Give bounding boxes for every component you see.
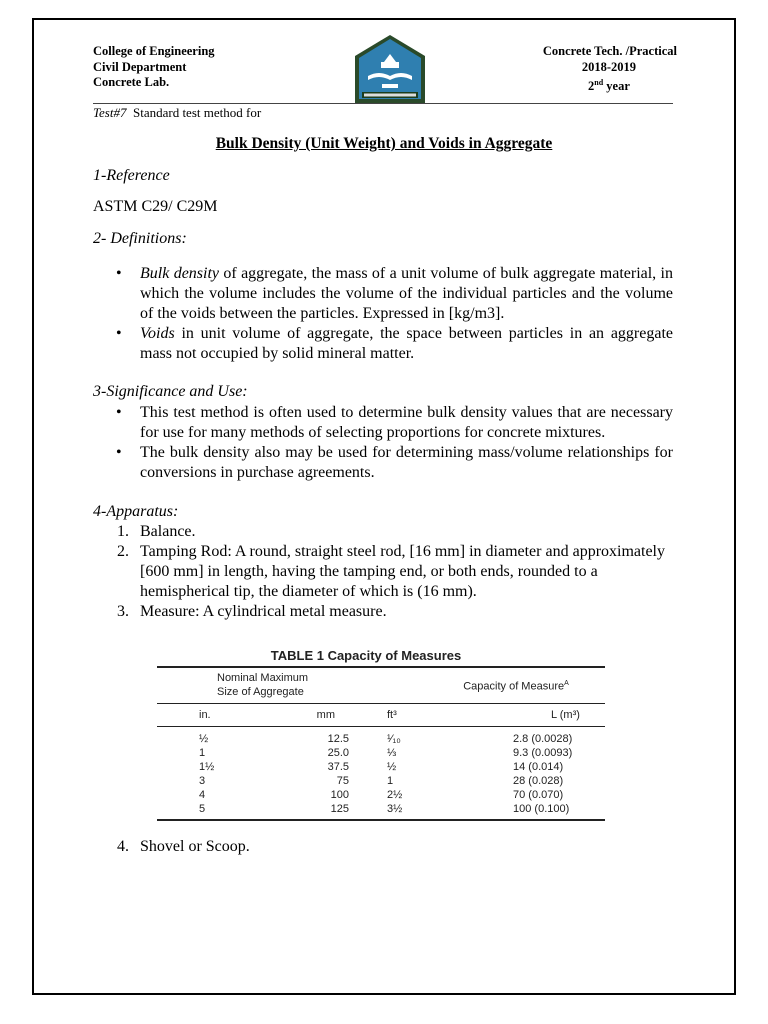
year-word: year (603, 79, 630, 94)
col-ft3: ft³ (387, 704, 485, 727)
table-caption: TABLE 1 Capacity of Measures (270, 648, 462, 663)
cell-ft3: 1 (387, 775, 394, 787)
cell-mm: 125 (330, 803, 349, 815)
list-item: • The bulk density also may be used for determining mass/volume relationships for conversions in purchase agreements. (93, 443, 673, 483)
cell-mm: 12.5 (327, 733, 349, 745)
cell-in: 1½ (199, 761, 215, 773)
item-number: 1. (117, 523, 129, 540)
cell-in: 5 (199, 803, 206, 815)
significance-list (93, 403, 673, 483)
list-item (93, 324, 673, 364)
cell-l-m3: 70 (0.070) (513, 789, 564, 801)
section-definitions-heading: 2- Definitions: (93, 230, 187, 247)
cell-ft3: 3½ (387, 803, 403, 815)
cell-ft3: 2½ (387, 789, 403, 801)
cell-ft3: ⅓ (387, 747, 397, 759)
study-year (543, 75, 675, 95)
footnote-marker: A (564, 679, 569, 687)
item-number: 2. (117, 543, 129, 560)
college-name: College of Engineering (93, 44, 215, 58)
header-rule (93, 103, 673, 104)
cell-mm: 100 (330, 789, 349, 801)
cell-mm: 25.0 (327, 747, 349, 759)
cell-in: ½ (199, 733, 209, 745)
cell-l-m3: 28 (0.028) (513, 775, 564, 787)
cell-mm: 37.5 (327, 761, 349, 773)
table-row (157, 746, 605, 760)
department-name: Civil Department (93, 59, 187, 74)
col-mm: mm (267, 704, 387, 727)
header-left (93, 44, 215, 91)
item-text: Balance. (140, 523, 196, 540)
cell-in: 4 (199, 789, 206, 801)
capacity-table (157, 648, 605, 821)
section-significance-heading: 3-Significance and Use: (93, 383, 248, 400)
definition-term: Voids (140, 325, 175, 342)
item-text: Measure: A cylindrical metal measure. (140, 603, 387, 620)
list-item (93, 602, 673, 622)
apparatus-list-continued (93, 837, 673, 857)
list-item (93, 542, 673, 602)
course-name: Concrete Tech. /Practical (542, 44, 677, 58)
lab-name: Concrete Lab. (93, 75, 170, 89)
col-in: in. (157, 704, 267, 727)
col-l-m3: L (m³) (485, 704, 605, 727)
cell-mm: 75 (336, 775, 349, 787)
test-line (93, 105, 261, 121)
cell-ft3: ¹⁄₁₀ (387, 733, 401, 745)
test-description: Standard test method for (132, 105, 262, 120)
definition-term: Bulk density (140, 265, 220, 282)
list-item (93, 837, 673, 857)
section-apparatus-heading: 4-Apparatus: (93, 503, 179, 520)
header-nominal-size-text: Nominal Maximum Size of Aggregate (217, 672, 309, 698)
cell-l-m3: 9.3 (0.0093) (513, 747, 573, 759)
table-row (157, 774, 605, 788)
item-number: 4. (117, 838, 129, 855)
item-text: Shovel or Scoop. (140, 838, 250, 855)
definition-text: in unit volume of aggregate, the space between particles in an aggregate mass not occupied by solid mineral matter. (140, 325, 673, 362)
header-nominal-size (157, 667, 387, 704)
page-title: Bulk Density (Unit Weight) and Voids in Aggregate (215, 135, 553, 152)
table-row (157, 788, 605, 802)
list-item: • This test method is often used to determine bulk density values that are necessary for use for many methods of selecting proportions for concrete mixtures. (93, 403, 673, 443)
item-number: 3. (117, 603, 129, 620)
year-number: 2 (588, 79, 595, 94)
list-item (93, 522, 673, 542)
definitions-list (93, 264, 673, 364)
list-item (93, 264, 673, 324)
section-reference-heading: 1-Reference (93, 167, 170, 184)
item-text: Tamping Rod: A round, straight steel rod, [16 mm] in diameter and approximately [600 mm] in length, having the tamping end, or both ends, rounded to a hemispherical tip, the diameter of which is (16 mm). (140, 543, 665, 600)
table-row (157, 760, 605, 774)
test-number: Test#7 (93, 105, 127, 120)
cell-l-m3: 2.8 (0.0028) (513, 733, 573, 745)
academic-year: 2018-2019 (581, 59, 637, 74)
header-capacity-text: Capacity of Measure (463, 680, 565, 693)
cell-in: 3 (199, 775, 206, 787)
header-capacity (387, 667, 605, 704)
header-right (543, 44, 675, 95)
cell-ft3: ½ (387, 761, 397, 773)
apparatus-list (93, 522, 673, 622)
table-row (157, 727, 605, 747)
table-row (157, 802, 605, 820)
reference-text: ASTM C29/ C29M (93, 198, 218, 215)
cell-l-m3: 14 (0.014) (513, 761, 564, 773)
definition-text: of aggregate, the mass of a unit volume of bulk aggregate material, in which the volume includes the volume of the individual particles and the volume of the voids between the particles. Expressed in [kg/m3]. (140, 265, 673, 322)
cell-l-m3: 100 (0.100) (513, 803, 570, 815)
year-suffix: nd (594, 78, 604, 87)
university-logo (354, 34, 426, 104)
cell-in: 1 (199, 747, 206, 759)
